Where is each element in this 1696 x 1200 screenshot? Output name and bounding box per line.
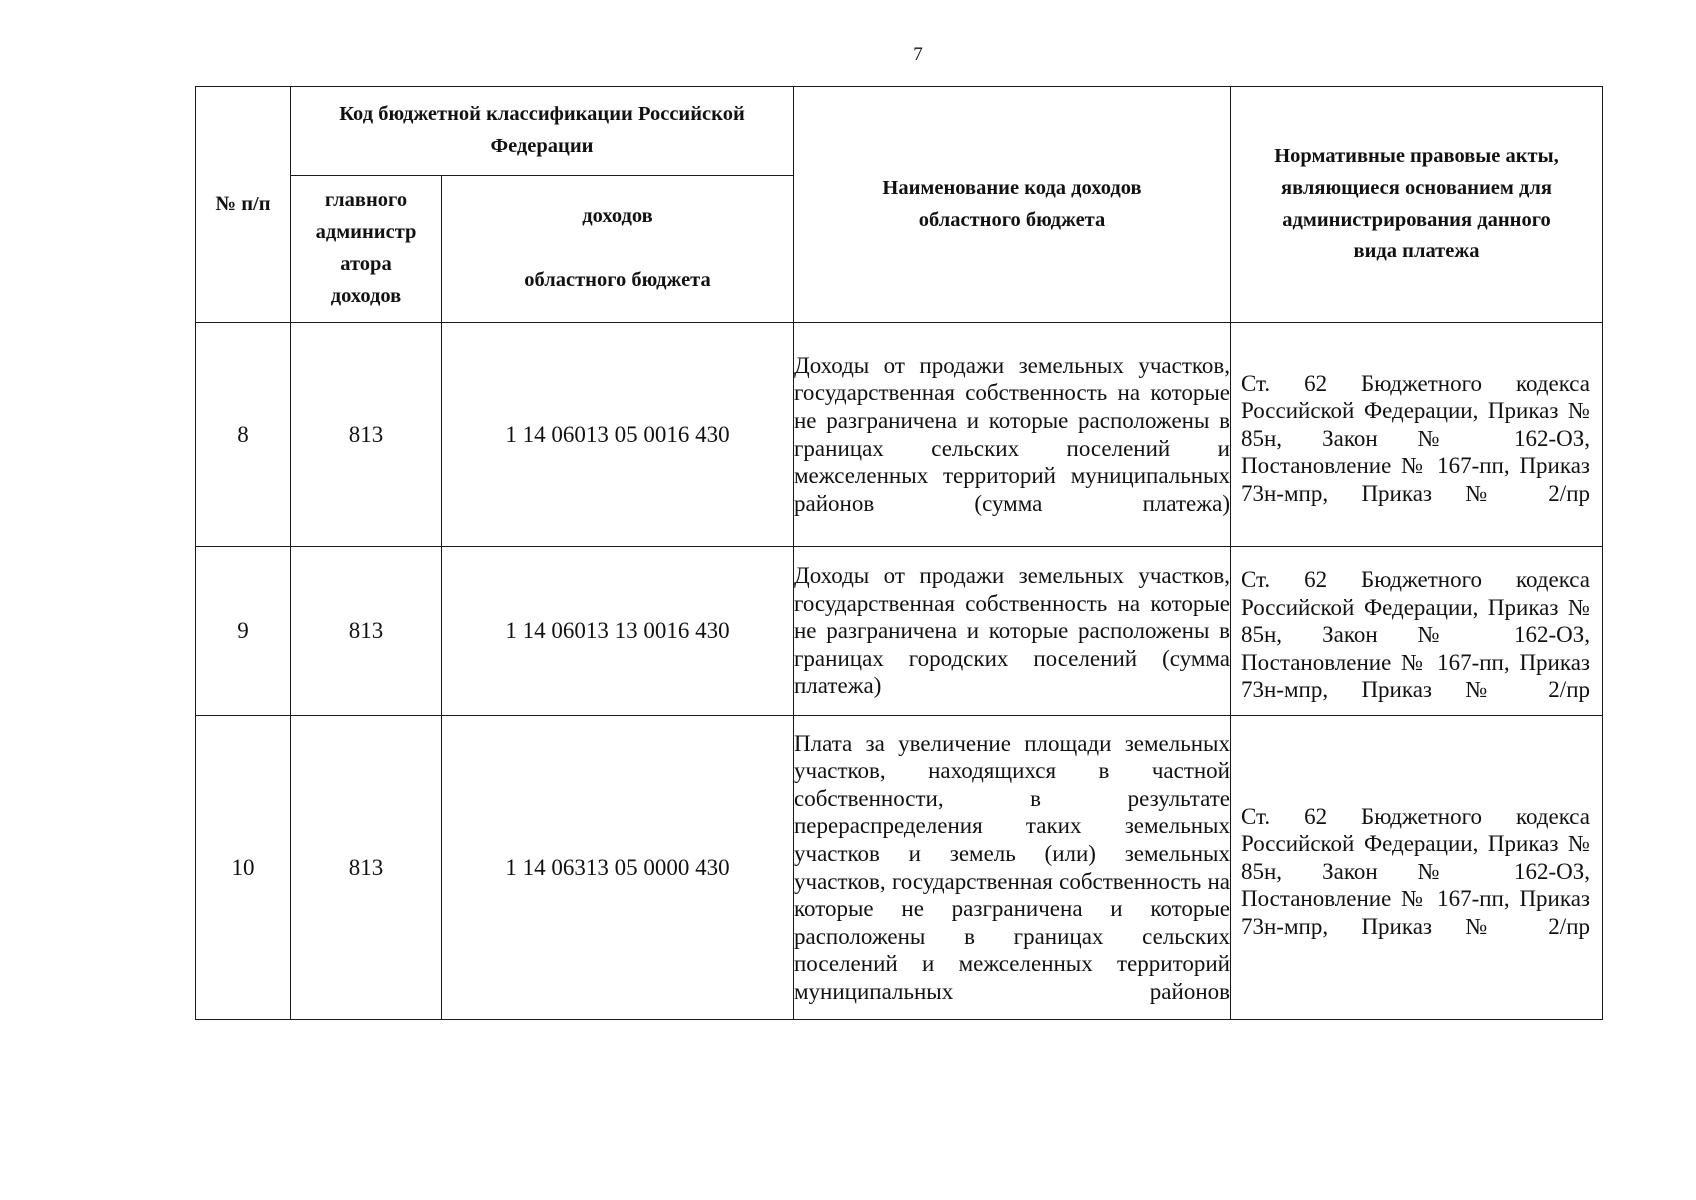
header-name-label: Наименование кода доходов областного бюджета (882, 176, 1142, 231)
income-codes-table (195, 86, 1603, 1020)
row-acts: Ст. 62 Бюджетного кодекса Российской Федерации, Приказ № 85н, Закон № 162-ОЗ, Постановление № 167-пп, Приказ 73н-мпр, Приказ № 2/пр (1241, 370, 1590, 506)
page-number: 7 (913, 44, 923, 65)
row-acts: Ст. 62 Бюджетного кодекса Российской Федерации, Приказ № 85н, Закон № 162-ОЗ, Постановление № 167-пп, Приказ 73н-мпр, Приказ № 2/пр (1241, 567, 1590, 703)
row-num: 10 (196, 716, 291, 1020)
row-acts-cell (1231, 323, 1603, 547)
row-name: Доходы от продажи земельных участков, государственная собственность на которые не разграничена и которые расположены в границах городских поселений (сумма платежа) (794, 563, 1230, 699)
header-kbk-group (291, 87, 794, 176)
row-income-code: 1 14 06313 05 0000 430 (442, 716, 794, 1020)
row-name: Плата за увеличение площади земельных участков, находящихся в частной собственности, в результате перераспределения таких земельных участков и земель (или) земельных участков, государственная собственность на которые не разграничена и которые расположены в границах сельских поселений и межселенных территорий муниципальных районов (794, 730, 1230, 1004)
table-row (196, 323, 1603, 547)
header-num-label: № п/п (215, 192, 271, 215)
row-admin-code: 813 (291, 547, 442, 716)
row-num: 8 (196, 323, 291, 547)
table-row (196, 716, 1603, 1020)
header-acts (1231, 87, 1603, 323)
row-num: 9 (196, 547, 291, 716)
header-kbk-group-label: Код бюджетной классификации Российской Федерации (339, 103, 745, 157)
header-income (442, 176, 794, 323)
table-row (196, 547, 1603, 716)
row-acts-cell (1231, 716, 1603, 1020)
header-admin (291, 176, 442, 323)
row-name: Доходы от продажи земельных участков, государственная собственность на которые не разграничена и которые расположены в границах сельских поселений и межселенных территорий муниципальных районов (сумма платежа) (794, 352, 1230, 516)
row-admin-code: 813 (291, 323, 442, 547)
row-income-code: 1 14 06013 05 0016 430 (442, 323, 794, 547)
row-acts: Ст. 62 Бюджетного кодекса Российской Федерации, Приказ № 85н, Закон № 162-ОЗ, Постановление № 167-пп, Приказ 73н-мпр, Приказ № 2/пр (1241, 803, 1590, 939)
row-acts-cell (1231, 547, 1603, 716)
header-acts-label: Нормативные правовые акты, являющиеся основанием для администрирования данного вида платежа (1274, 144, 1559, 263)
header-name (794, 87, 1231, 323)
row-name-cell (794, 547, 1231, 716)
header-income-label: доходов областного бюджета (524, 205, 711, 291)
header-num (196, 87, 291, 323)
row-name-cell (794, 716, 1231, 1020)
row-admin-code: 813 (291, 716, 442, 1020)
row-income-code: 1 14 06013 13 0016 430 (442, 547, 794, 716)
header-admin-label: главного администр атора доходов (315, 189, 417, 307)
row-name-cell (794, 323, 1231, 547)
